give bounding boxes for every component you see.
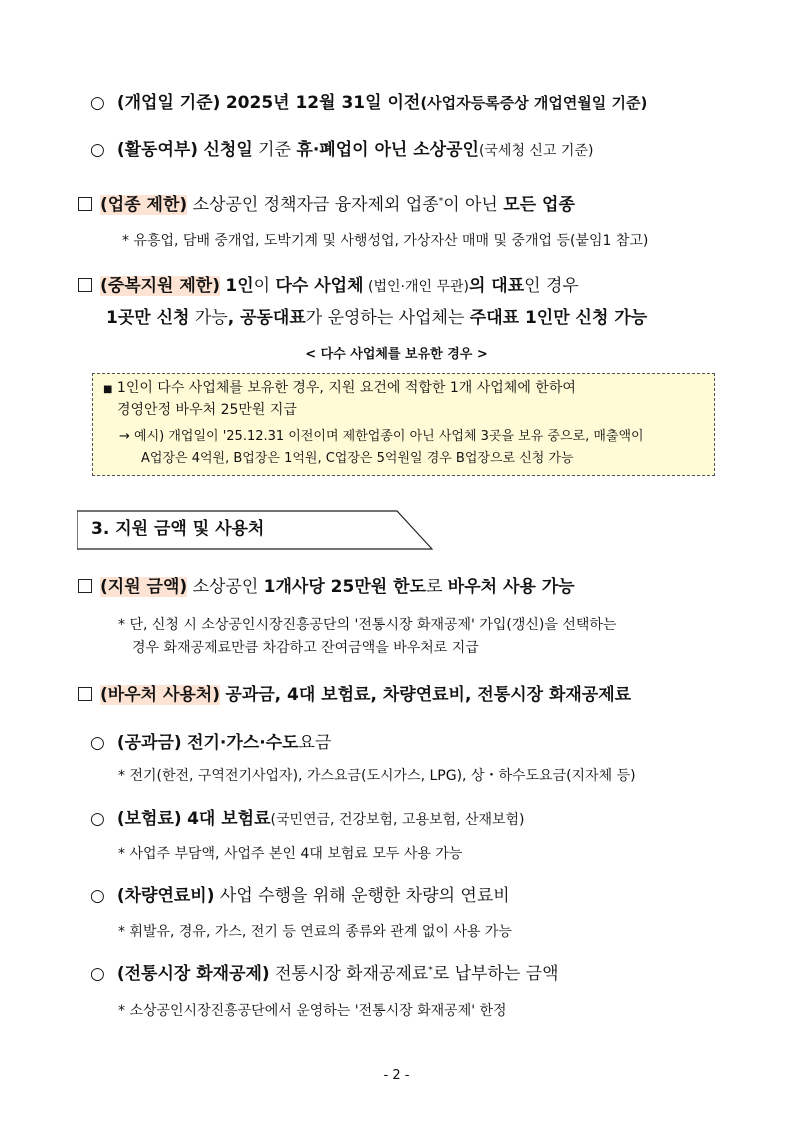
section-title: 3. 지원 금액 및 사용처	[91, 519, 265, 539]
tag-industry: (업종 제한)	[100, 195, 188, 215]
checkbox-square-icon	[78, 687, 92, 701]
usage-line: (바우처 사용처) 공과금, 4대 보험료, 차량연료비, 전통시장 화재공제료	[78, 685, 631, 705]
amount-line: (지원 금액) 소상공인 1개사당 25만원 한도로 바우처 사용 가능	[78, 577, 575, 597]
section-header	[77, 510, 433, 550]
open-item-activity: ○ (활동여부) 신청일 기준 휴·폐업이 아닌 소상공인(국세청 신고 기준)	[90, 140, 594, 160]
checkbox-square-icon	[78, 197, 92, 211]
checkbox-square-icon	[78, 579, 92, 593]
tag-duplicate: (중복지원 제한)	[100, 276, 220, 296]
amount-note-2: 경우 화재공제료만큼 차감하고 잔여금액을 바우처로 지급	[132, 640, 479, 656]
usage-note-fuel: * 휘발유, 경유, 가스, 전기 등 연료의 종류와 관계 없이 사용 가능	[118, 924, 512, 940]
industry-note: * 유흥업, 담배 중개업, 도박기계 및 사행성업, 가상자산 매매 및 중개업 등(붙임1 참고)	[122, 233, 649, 249]
circle-bullet-icon: ○	[90, 809, 105, 829]
tag-amount: (지원 금액)	[100, 577, 188, 597]
usage-note-utilities: * 전기(한전, 구역전기사업자), 가스요금(도시가스, LPG), 상・하수도요금(지자체 등)	[118, 768, 636, 784]
page-number: - 2 -	[383, 1068, 410, 1083]
amount-note-1: * 단, 신청 시 소상공인시장진흥공단의 '전통시장 화재공제' 가입(갱신)을 선택하는	[118, 617, 617, 633]
callout-line-4: A업장은 4억원, B업장은 1억원, C업장은 5억원일 경우 B업장으로 신청 가능	[141, 451, 574, 466]
duplicate-line-1: (중복지원 제한) 1인이 다수 사업체 (법인·개인 무관)의 대표인 경우	[78, 276, 579, 296]
callout-caption: < 다수 사업체를 보유한 경우 >	[305, 347, 488, 362]
usage-item-utilities: ○ (공과금) 전기·가스·수도요금	[90, 733, 332, 753]
circle-bullet-icon: ○	[90, 964, 105, 984]
square-bullet-icon: ■	[103, 384, 113, 395]
tag-usage: (바우처 사용처)	[100, 685, 220, 705]
callout-line-3: → 예시) 개업일이 '25.12.31 이전이며 제한업종이 아닌 사업체 3곳을 보유 중으로, 매출액이	[119, 429, 644, 444]
duplicate-line-2: 1곳만 신청 가능, 공동대표가 운영하는 사업체는 주대표 1인만 신청 가능	[106, 308, 648, 328]
usage-item-insurance: ○ (보험료) 4대 보험료(국민연금, 건강보험, 고용보험, 산재보험)	[90, 809, 525, 829]
usage-item-fuel: ○ (차량연료비) 사업 수행을 위해 운행한 차량의 연료비	[90, 886, 510, 906]
open-item-start-date: ○ (개업일 기준) 2025년 12월 31일 이전(사업자등록증상 개업연월일 기준)	[90, 93, 648, 113]
usage-item-fire: ○ (전통시장 화재공제) 전통시장 화재공제료*로 납부하는 금액	[90, 964, 559, 984]
usage-note-insurance: * 사업주 부담액, 사업주 본인 4대 보험료 모두 사용 가능	[118, 846, 463, 862]
industry-line: (업종 제한) 소상공인 정책자금 융자제외 업종*이 아닌 모든 업종	[78, 195, 575, 215]
tag-start-date: (개업일 기준)	[116, 93, 221, 113]
tag-activity: (활동여부)	[116, 140, 199, 160]
callout-line-1: ■ 1인이 다수 사업체를 보유한 경우, 지원 요건에 적합한 1개 사업체에 한하여	[103, 380, 576, 396]
circle-bullet-icon: ○	[90, 733, 105, 753]
circle-bullet-icon: ○	[90, 886, 105, 906]
usage-note-fire: * 소상공인시장진흥공단에서 운영하는 '전통시장 화재공제' 한정	[118, 1003, 507, 1019]
callout-box	[92, 373, 715, 476]
checkbox-square-icon	[78, 278, 92, 292]
callout-line-2: 경영안정 바우처 25만원 지급	[117, 402, 297, 418]
